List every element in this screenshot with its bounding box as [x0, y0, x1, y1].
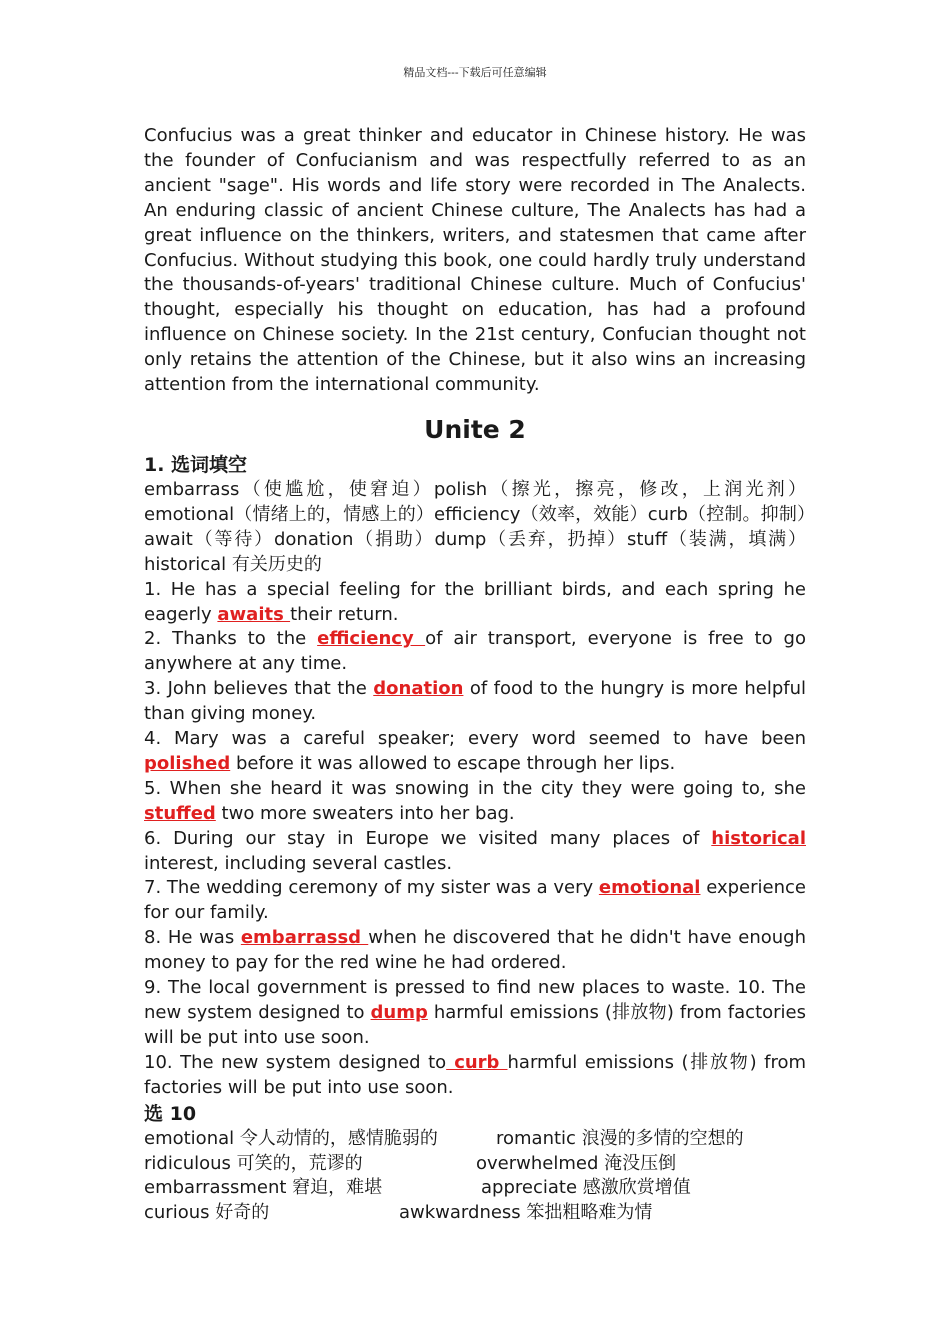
answer-word: donation [373, 678, 464, 700]
unit-title: Unite 2 [424, 414, 526, 444]
vocabulary-item: romantic 浪漫的多情的空想的 [496, 1127, 744, 1149]
vocabulary-list [144, 1127, 806, 1227]
vocabulary-item: overwhelmed 淹没压倒 [476, 1152, 677, 1174]
sentence-8: 8. He was embarrassd when he discovered that he didn't have enough money to pay for the red wine he had ordered. [144, 927, 806, 974]
sentence-1: 1. He has a special feeling for the brilliant birds, and each spring he eagerly awaits their return. [144, 578, 806, 625]
sentence-4: 4. Mary was a careful speaker; every word seemed to have been polished before it was allowed to escape through her lips. [144, 728, 806, 774]
sentence-5: 5. When she heard it was snowing in the city they were going to, she stuffed two more sweaters into her bag. [144, 777, 806, 824]
vocabulary-item: ridiculous 可笑的，荒谬的 [144, 1152, 363, 1174]
intro-paragraph: Confucius was a great thinker and educator in Chinese history. He was the founder of Confucianism and was respectfully referred to as an ancient "sage". His words and life story were recorded in The Analects. An enduring classic of ancient Chinese culture, The Analects has had a great influence on the thinkers, writers, and statesmen that came after Confucius. Without studying this book, one could hardly truly understand the thousands-of-years' traditional Chinese culture. Much of Confucius' thought, especially his thought on education, has had a profound influence on Chinese society. In the 21st century, Confucian thought not only retains the attention of the Chinese, but it also wins an increasing attention from the international community. [144, 125, 806, 396]
sentence-3: 3. John believes that the donation of food to the hungry is more helpful than giving money. [144, 678, 806, 725]
vocabulary-item: emotional 令人动情的，感情脆弱的 [144, 1127, 438, 1149]
sentence-9: 9. The local government is pressed to find new places to waste. 10. The new system designed to dump harmful emissions (排放物) from factories will be put into use soon. [144, 977, 806, 1048]
vocabulary-row [144, 1127, 806, 1152]
word-bank: embarrass（使尴尬，使窘迫）polish（擦光，擦亮，修改，上润光剂）emotional（情绪上的，情感上的）efficiency（效率，效能）curb（控制。抑制）await（等待）donation（捐助）dump（丢弃，扔掉）stuff（装满，填满）historical 有关历史的 [144, 478, 806, 575]
vocabulary-row [144, 1176, 806, 1201]
vocabulary-item: appreciate 感激欣赏增值 [481, 1177, 691, 1199]
sentence-10: 10. The new system designed to curb harmful emissions (排放物) from factories will be put into use soon. [144, 1051, 806, 1098]
sentence-2: 2. Thanks to the efficiency of air transport, everyone is free to go anywhere at any time. [144, 628, 806, 675]
vocabulary-item: curious 好奇的 [144, 1202, 270, 1224]
page-header-note: 精品文档---下载后可任意编辑 [403, 66, 547, 79]
section-vocabulary-pairs [144, 1101, 806, 1227]
document-body [144, 124, 806, 1226]
answer-word: curb [446, 1051, 508, 1073]
answer-word: stuffed [144, 802, 216, 824]
answer-word: dump [370, 1002, 428, 1023]
answer-word: historical [711, 827, 806, 849]
section-heading: 1. 选词填空 [144, 453, 248, 476]
vocabulary-item: awkwardness 笨拙粗略难为情 [399, 1202, 653, 1224]
vocabulary-item: embarrassment 窘迫，难堪 [144, 1177, 383, 1199]
sentence-6: 6. During our stay in Europe we visited many places of historical interest, including several castles. [144, 827, 806, 874]
section-heading: 选 10 [144, 1102, 197, 1125]
answer-word: emotional [598, 877, 701, 899]
answer-word: embarrassd [240, 927, 369, 949]
vocabulary-row [144, 1152, 806, 1177]
section-fill-in-blanks [144, 452, 806, 1101]
answer-word: awaits [217, 603, 291, 625]
answer-word: efficiency [317, 628, 426, 650]
vocabulary-row [144, 1201, 806, 1226]
sentence-7: 7. The wedding ceremony of my sister was a very emotional experience for our family. [144, 877, 806, 924]
answer-word: polished [144, 752, 231, 774]
